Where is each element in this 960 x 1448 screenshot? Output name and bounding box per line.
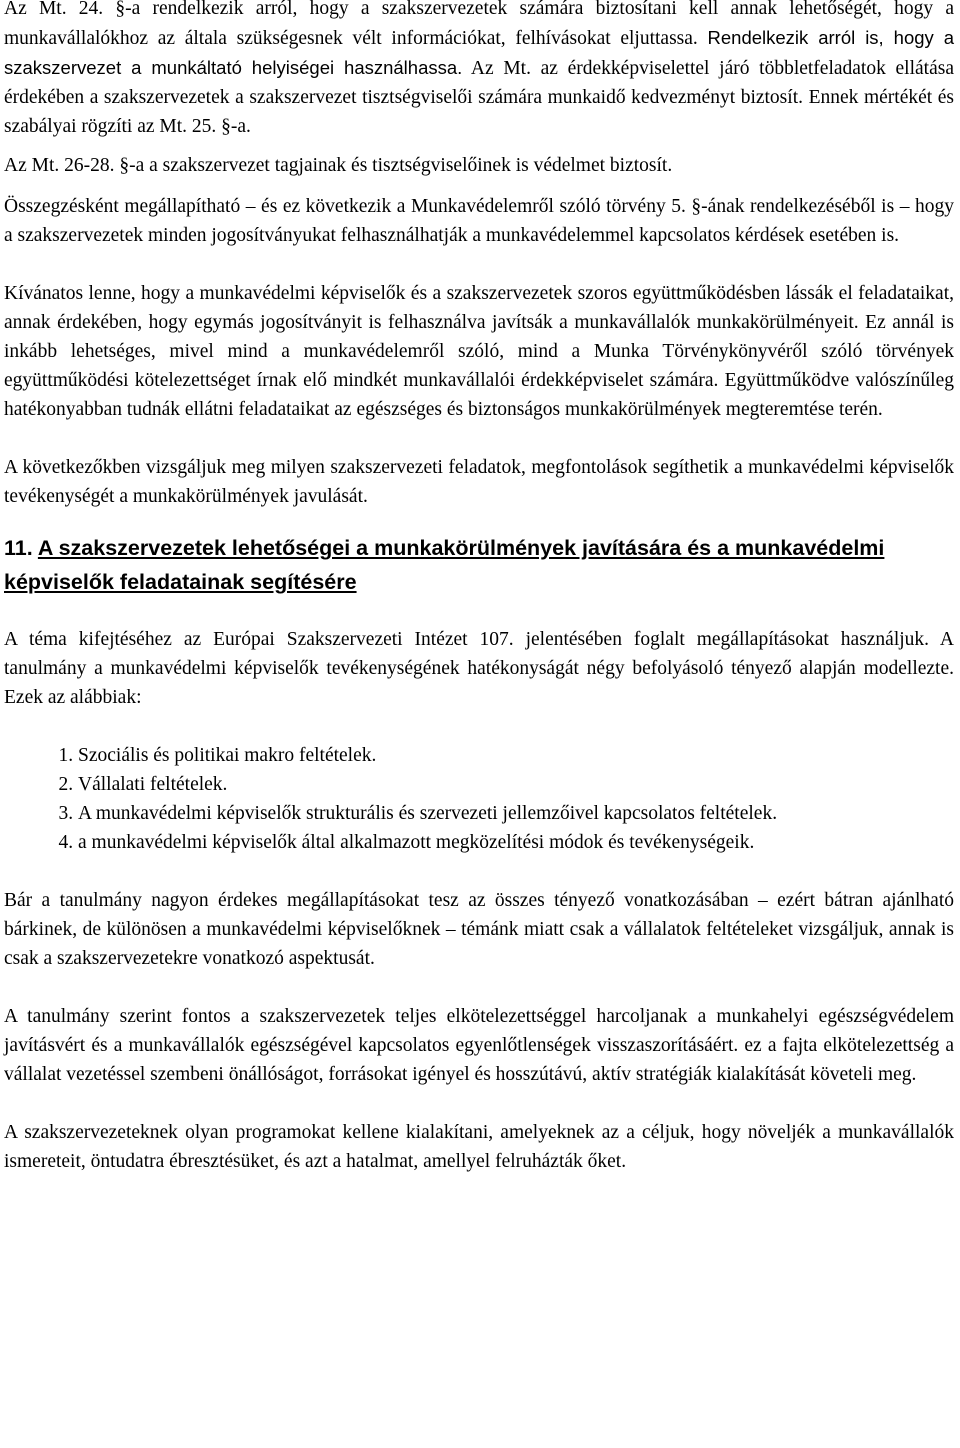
paragraph-protection: Az Mt. 26-28. §-a a szakszervezet tagjainak és tisztségviselőinek is védelmet biztosít. [4,155,673,176]
list-item: 1. Szociális és politikai makro feltételek. [78,741,954,770]
list-item: 2. Vállalati feltételek. [78,770,954,799]
list-item: 4. a munkavédelmi képviselők által alkalmazott megközelítési módok és tevékenységeik. [78,828,954,857]
paragraph-recommendation: Bár a tanulmány nagyon érdekes megállapításokat tesz az összes tényező vonatkozásában – ezért bátran ajánlható bárkinek, de különösen a munkavédelmi képviselőknek – témánk miatt csak a vállalatok feltételeket vizsgáljuk, annak is csak a szakszervezetekre vonatkozó aspektusát. [4,890,954,969]
paragraph-intro: A következőkben vizsgáljuk meg milyen szakszervezeti feladatok, megfontolások segíthetik a munkavédelmi képviselők tevékenységét a munkakörülmények javulását. [4,457,954,507]
paragraph-text: Az Mt. 24. §-a rendelkezik arról, hogy a szakszervezetek számára biztosítani kell annak lehetőségét, hogy a munkavállalókhoz az általa szükségesnek vélt információkat, felhívásokat eljuttassa. [4,0,954,49]
section-title: A szakszervezetek lehetőségei a munkakörülmények javítására és a munkavédelmi képviselők feladatainak segítésére [4,536,885,594]
paragraph-study: A téma kifejtéséhez az Európai Szakszervezeti Intézet 107. jelentésében foglalt megállapításokat használjuk. A tanulmány a munkavédelmi képviselők tevékenységének hatékonyságát négy befolyásoló tényező alapján modellezte. Ezek az alábbiak: [4,629,954,708]
section-number: 11. [4,536,33,560]
paragraph-cooperation: Kívánatos lenne, hogy a munkavédelmi képviselők és a szakszervezetek szoros együttműködésben lássák el feladataikat, annak érdekében, hogy egymás jogosítványit is felhasználva javítsák a munkavállalók munkakörülményeit. Ez annál is inkább lehetséges, mivel mind a munkavédelemről szóló, mind a Munka Törvénykönyvéről szóló törvények együttműködési kötelezettséget írnak elő mindkét munkavállalói érdekképviselet számára. Együttműködve valószínűleg hatékonyabban tudnák ellátni feladataikat az egészséges és biztonságos munkakörülmények megteremtése terén. [4,283,954,420]
section-heading [4,531,954,599]
paragraph-programs: A szakszervezeteknek olyan programokat kellene kialakítani, amelyeknek az a céljuk, hogy növeljék a munkavállalók ismereteit, öntudatra ébresztésüket, és azt a hatalmat, amellyel felruházták őket. [4,1122,954,1172]
paragraph-text: Az Mt. az érdekképviselettel járó többletfeladatok ellátása érdekében a szakszervezetek a szakszervezet tisztségviselői számára munkaidő kedvezményt biztosít. Ennek mértékét és szabályai rögzíti az Mt. 25. §-a. [4,58,954,137]
paragraph-summary: Összegzésként megállapítható – és ez következik a Munkavédelemről szóló törvény 5. §-ának rendelkezéséből is – hogy a szakszervezetek minden jogosítványukat felhasználhatják a munkavédelemmel kapcsolatos kérdések esetében is. [4,196,954,246]
list-item: 3. A munkavédelmi képviselők strukturális és szervezeti jellemzőivel kapcsolatos feltételek. [78,799,954,828]
paragraph-text-sans: Rendelkezik arról is, hogy a szakszervezet a munkáltató helyiségei használhassa. [4,27,955,78]
factor-list [4,741,954,857]
paragraph-commitment: A tanulmány szerint fontos a szakszervezetek teljes elkötelezettséggel harcoljanak a munkahelyi egészségvédelem javításvért és a munkavállalók egészségével kapcsolatos egyenlőtlenségek visszaszorításáért. ez a fajta elkötelezettség a vállalat vezetéssel szembeni önállóságot, forrásokat igényel és hosszútávú, aktív stratégiák kialakítását követeli meg. [4,1006,954,1085]
paragraph-union-rights [4,0,954,141]
